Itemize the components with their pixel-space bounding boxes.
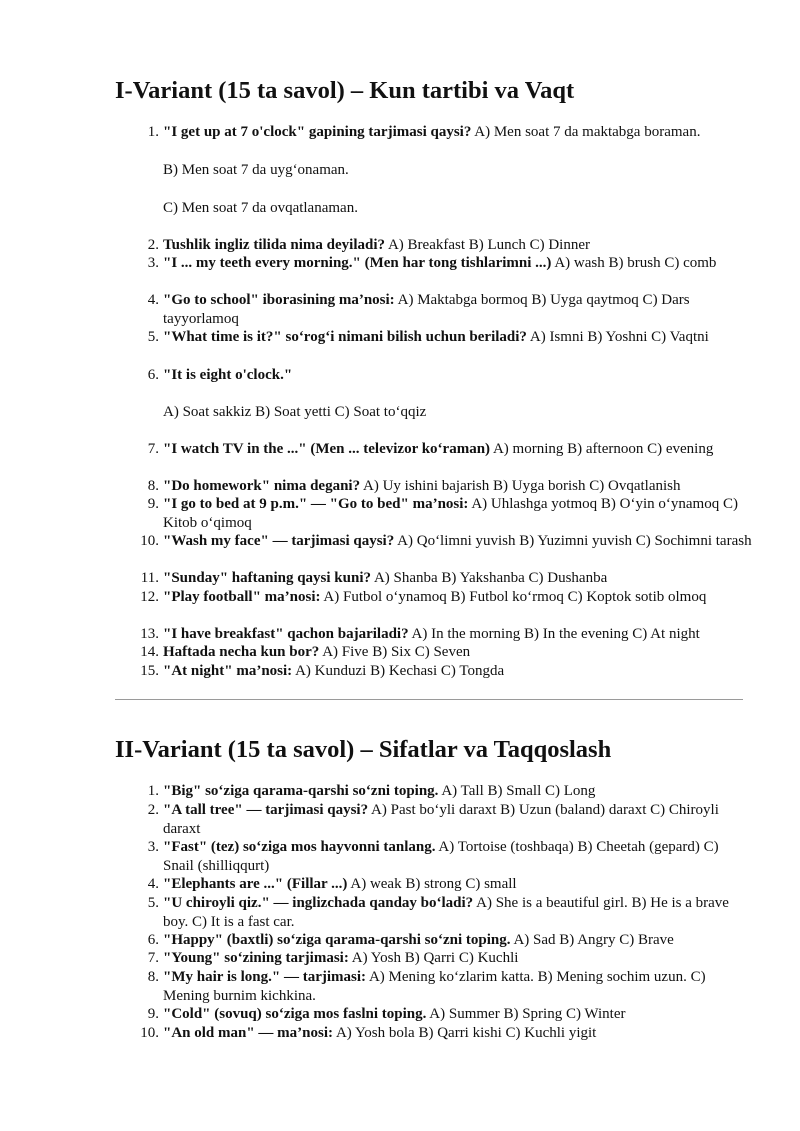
question-number: 5.	[147, 895, 159, 911]
question-number: 15.	[140, 663, 159, 679]
question-number: 1.	[147, 783, 159, 799]
question-item	[147, 875, 753, 894]
question-text: "Big" so‘ziga qarama-qarshi so‘zni toping.	[163, 783, 439, 799]
question-number: 12.	[140, 589, 159, 605]
question-item	[147, 366, 753, 385]
question-number: 13.	[140, 626, 159, 642]
question-text: "Go to school" iborasining ma’nosi:	[163, 292, 395, 308]
question-text: "Do homework" nima degani?	[163, 478, 361, 494]
question-number: 1.	[147, 124, 159, 140]
question-text: Tushlik ingliz tilida nima deyiladi?	[163, 237, 386, 253]
question-item	[147, 782, 753, 801]
question-options: A) Uy ishini bajarish B) Uyga borish C) Ovqatlanish	[360, 478, 681, 494]
question-number: 4.	[147, 292, 159, 308]
variant1-title: I-Variant (15 ta savol) – Kun tartibi va Vaqt	[115, 77, 575, 104]
question-options: A) morning B) afternoon C) evening	[490, 441, 714, 457]
question-number: 2.	[147, 802, 159, 818]
question-number: 10.	[140, 533, 159, 549]
question-options: A) Sad B) Angry C) Brave	[510, 932, 674, 948]
question-option-line: A) Soat sakkiz B) Soat yetti C) Soat to‘qqiz	[163, 404, 427, 420]
question-text: Haftada necha kun bor?	[163, 644, 320, 660]
question-item	[140, 588, 753, 607]
section-divider	[115, 699, 743, 700]
question-options: A) Shanba B) Yakshanba C) Dushanba	[371, 570, 608, 586]
question-options: A) Ismni B) Yoshni C) Vaqtni	[526, 329, 709, 345]
question-options: A) Yosh bola B) Qarri kishi C) Kuchli yigit	[333, 1025, 597, 1041]
question-item	[147, 968, 753, 1005]
question-number: 7.	[147, 441, 159, 457]
question-text: "It is eight o'clock."	[163, 367, 293, 383]
question-number: 9.	[147, 496, 159, 512]
question-number: 8.	[147, 478, 159, 494]
question-options: A) wash B) brush C) comb	[551, 255, 717, 271]
question-text: "An old man" — ma’nosi:	[163, 1025, 334, 1041]
question-option-line: B) Men soat 7 da uyg‘onaman.	[163, 162, 349, 178]
question-item	[147, 838, 753, 875]
question-text: "Sunday" haftaning qaysi kuni?	[163, 570, 372, 586]
question-text: "What time is it?" so‘rog‘i nimani bilish uchun beriladi?	[163, 329, 527, 345]
question-item	[147, 949, 753, 968]
question-item	[140, 625, 753, 644]
question-text: "I get up at 7 o'clock" gapining tarjimasi qaysi?	[163, 124, 472, 140]
question-item	[147, 894, 753, 931]
question-options: A) Summer B) Spring C) Winter	[426, 1006, 626, 1022]
question-text: "Young" so‘zining tarjimasi:	[163, 950, 349, 966]
question-options: A) weak B) strong C) small	[347, 876, 517, 892]
question-options: A) Yosh B) Qarri C) Kuchli	[348, 950, 519, 966]
question-item	[147, 236, 753, 255]
question-number: 8.	[147, 969, 159, 985]
question-number: 6.	[147, 367, 159, 383]
question-number: 7.	[147, 950, 159, 966]
question-item	[147, 495, 753, 532]
question-text: "Happy" (baxtli) so‘ziga qarama-qarshi so‘zni toping.	[163, 932, 511, 948]
question-text: "Cold" (sovuq) so‘ziga mos faslni toping.	[163, 1006, 427, 1022]
variant2-title: II-Variant (15 ta savol) – Sifatlar va Taqqoslash	[115, 736, 612, 763]
question-text: "I have breakfast" qachon bajariladi?	[163, 626, 409, 642]
question-item	[147, 801, 753, 838]
question-option-line: C) Men soat 7 da ovqatlanaman.	[163, 200, 358, 216]
question-item	[140, 643, 753, 662]
question-options: A) Five B) Six C) Seven	[319, 644, 471, 660]
question-text: "I watch TV in the ..." (Men ... televizor ko‘raman)	[163, 441, 491, 457]
question-text: "U chiroyli qiz." — inglizchada qanday bo‘ladi?	[163, 895, 474, 911]
question-text: "Play football" ma’nosi:	[163, 589, 321, 605]
question-options: A) Breakfast B) Lunch C) Dinner	[385, 237, 590, 253]
question-number: 5.	[147, 329, 159, 345]
question-number: 14.	[140, 644, 159, 660]
question-text: "I ... my teeth every morning." (Men har tong tishlarimni ...)	[163, 255, 552, 271]
question-options: A) Kunduzi B) Kechasi C) Tongda	[292, 663, 505, 679]
question-number: 11.	[140, 570, 159, 586]
question-item	[147, 123, 753, 142]
question-text: "Fast" (tez) so‘ziga mos hayvonni tanlang.	[163, 839, 436, 855]
question-text: "A tall tree" — tarjimasi qaysi?	[163, 802, 369, 818]
question-options: A) Tortoise (toshbaqa) B) Cheetah (gepard) C) Snail (shilliqqurt)	[163, 839, 719, 874]
question-number: 4.	[147, 876, 159, 892]
question-item	[140, 1024, 753, 1043]
question-text: "Elephants are ..." (Fillar ...)	[163, 876, 348, 892]
question-number: 10.	[140, 1025, 159, 1041]
question-options: A) Uhlashga yotmoq B) O‘yin o‘ynamoq C) Kitob o‘qimoq	[163, 496, 738, 531]
question-item	[147, 1005, 753, 1024]
question-options: A) In the morning B) In the evening C) At night	[408, 626, 700, 642]
question-text: "My hair is long." — tarjimasi:	[163, 969, 367, 985]
question-options: A) Maktabga bormoq B) Uyga qaytmoq C) Dars tayyorlamoq	[163, 292, 690, 327]
question-options: A) Futbol o‘ynamoq B) Futbol ko‘rmoq C) Koptok sotib olmoq	[320, 589, 707, 605]
question-number: 6.	[147, 932, 159, 948]
question-item	[140, 569, 753, 588]
question-text: "At night" ma’nosi:	[163, 663, 293, 679]
question-item	[147, 477, 753, 496]
question-number: 3.	[147, 255, 159, 271]
question-item	[147, 254, 753, 273]
question-options: A) Qo‘limni yuvish B) Yuzimni yuvish C) Sochimni tarash	[394, 533, 752, 549]
question-options: A) Mening ko‘zlarim katta. B) Mening sochim uzun. C) Mening burnim kichkina.	[163, 969, 706, 1004]
question-number: 9.	[147, 1006, 159, 1022]
question-number: 2.	[147, 237, 159, 253]
question-item	[140, 532, 753, 551]
question-text: "Wash my face" — tarjimasi qaysi?	[163, 533, 395, 549]
question-item	[140, 662, 753, 681]
question-number: 3.	[147, 839, 159, 855]
question-item	[147, 440, 753, 459]
question-item	[147, 291, 753, 328]
question-options: A) She is a beautiful girl. B) He is a brave boy. C) It is a fast car.	[163, 895, 729, 930]
question-item	[147, 328, 753, 347]
question-options: A) Men soat 7 da maktabga boraman.	[471, 124, 701, 140]
question-options: A) Past bo‘yli daraxt B) Uzun (baland) daraxt C) Chiroyli daraxt	[163, 802, 719, 837]
question-options: A) Tall B) Small C) Long	[438, 783, 596, 799]
question-item	[147, 931, 753, 950]
question-text: "I go to bed at 9 p.m." — "Go to bed" ma’nosi:	[163, 496, 469, 512]
